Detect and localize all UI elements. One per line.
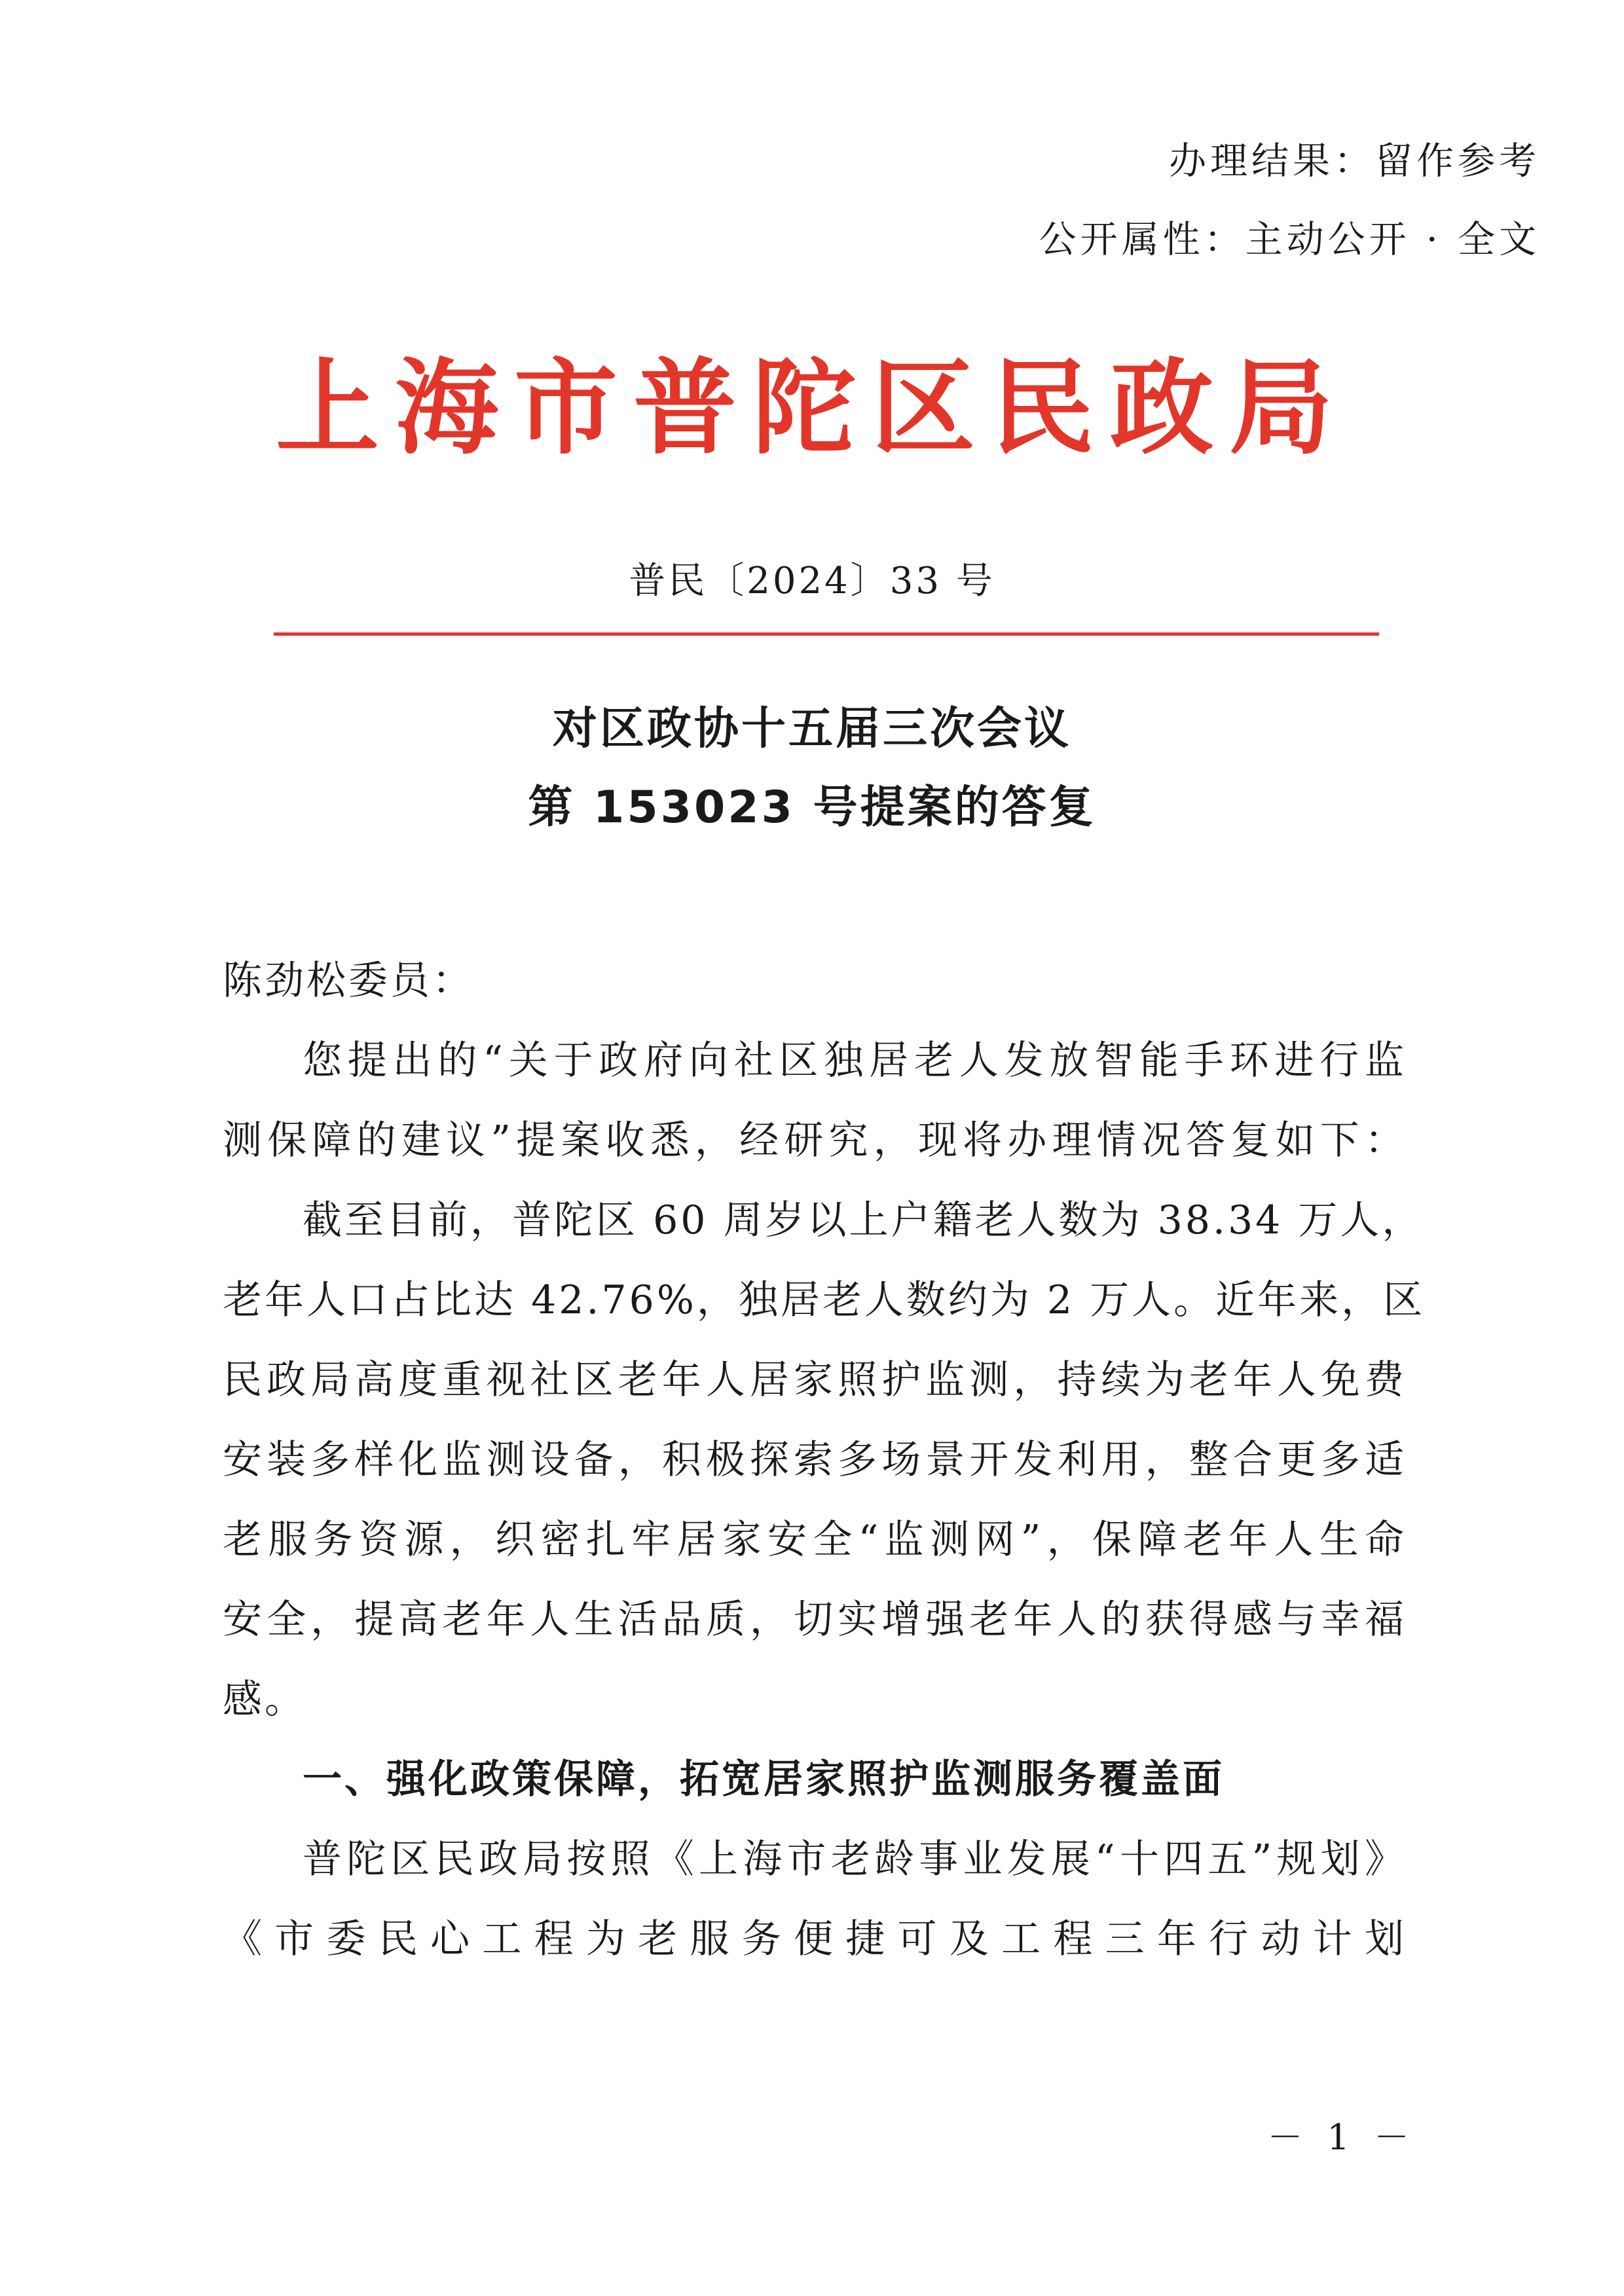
document-title-line-2: 第 153023 号提案的答复: [528, 782, 1096, 833]
paragraph-2-line-6: 安全，提高老年人生活品质，切实增强老年人的获得感与幸福: [223, 1597, 1407, 1643]
paragraph-2-line-3: 民政局高度重视社区老年人居家照护监测，持续为老年人免费: [223, 1357, 1407, 1403]
document-number: 普民〔2024〕33 号: [629, 560, 995, 602]
paragraph-1-line-2: 测保障的建议”提案收悉，经研究，现将办理情况答复如下：: [223, 1118, 1407, 1163]
paragraph-2-line-1: 截至目前，普陀区 60 周岁以上户籍老人数为 38.34 万人，: [303, 1197, 1424, 1243]
paragraph-1-line-1: 您提出的“关于政府向社区独居老人发放智能手环进行监: [303, 1038, 1407, 1084]
document-title-line-1: 对区政协十五届三次会议: [552, 703, 1071, 755]
paragraph-2-line-2: 老年人口占比达 42.76%，独居老人数约为 2 万人。近年来，区: [223, 1277, 1426, 1323]
header-disclosure: 公开属性：主动公开 · 全文: [1039, 218, 1540, 261]
red-divider: [274, 632, 1379, 636]
paragraph-2-line-4: 安装多样化监测设备，积极探索多场景开发利用，整合更多适: [223, 1437, 1407, 1483]
paragraph-3-line-2: 《市委民心工程为老服务便捷可及工程三年行动计划: [223, 1916, 1407, 1962]
salutation: 陈劲松委员：: [223, 958, 474, 1004]
paragraph-3-line-1: 普陀区民政局按照《上海市老龄事业发展“十四五”规划》: [303, 1836, 1407, 1882]
page-number: － 1 －: [1267, 2117, 1416, 2158]
section-heading-1: 一、强化政策保障，拓宽居家照护监测服务覆盖面: [303, 1757, 1225, 1802]
header-result: 办理结果：留作参考: [1169, 139, 1540, 183]
paragraph-2-line-7: 感。: [223, 1677, 306, 1722]
paragraph-2-line-5: 老服务资源，织密扎牢居家安全“监测网”，保障老年人生命: [223, 1517, 1407, 1563]
org-title: 上海市普陀区民政局: [276, 348, 1348, 469]
